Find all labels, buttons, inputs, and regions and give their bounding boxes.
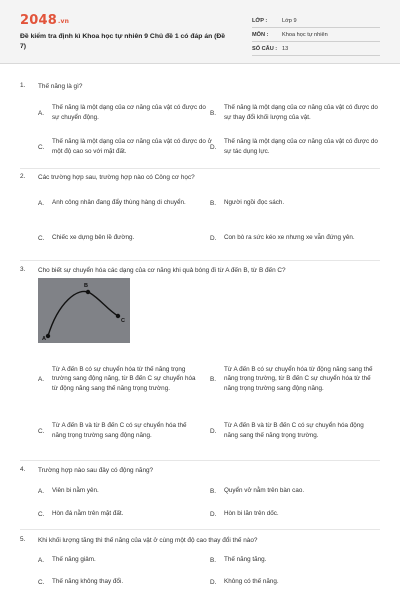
meta-value: 13 [282, 45, 289, 52]
option-text: Từ A đến B và từ B đến C có sự chuyển hóa động năng sang thế năng trọng trường. [224, 422, 364, 439]
option-letter: B. [210, 109, 217, 117]
question-1 [20, 82, 382, 162]
option-text: Thế năng là một dạng của cơ năng của vật có được do sự chuyển động. [52, 104, 206, 121]
option-letter: C. [38, 510, 45, 518]
point-c [116, 314, 120, 318]
option-d[interactable] [210, 134, 382, 160]
question-4 [20, 466, 382, 526]
header [0, 0, 400, 64]
option-a[interactable] [38, 100, 213, 126]
option-a[interactable] [38, 190, 213, 216]
option-letter: C. [38, 143, 45, 151]
divider [20, 460, 380, 461]
question-text: Trường hợp nào sau đây có động năng? [38, 467, 154, 474]
logo-text: 2048 [20, 13, 57, 28]
option-a[interactable] [38, 485, 213, 497]
option-letter: A. [38, 487, 45, 495]
question-3-option-b[interactable] [210, 358, 382, 400]
question-text: Khi khối lượng tăng thì thế năng của vật ở cùng một độ cao thay đổi thế nào? [38, 537, 258, 544]
meta-key: LỚP : [252, 17, 268, 24]
option-letter: B. [210, 199, 217, 207]
divider [20, 260, 380, 261]
option-text: Thế năng là một dạng của cơ năng của vật có được do sự tác dụng lực. [224, 138, 378, 155]
logo-suffix: .vn [57, 18, 70, 25]
question-number: 5. [20, 536, 26, 543]
option-b[interactable] [210, 554, 382, 566]
option-letter: B. [210, 556, 217, 564]
question-text: Các trường hợp sau, trường hợp nào có Công cơ học? [38, 174, 195, 181]
option-c[interactable] [38, 225, 213, 251]
divider [20, 529, 380, 530]
question-text: Cho biết sự chuyển hóa các dạng của cơ năng khi quả bóng đi từ A đến B, từ B đến C? [38, 267, 286, 274]
option-text: Hòn bi lăn trên dốc. [224, 510, 279, 518]
option-letter: B. [210, 375, 217, 383]
option-letter: D. [210, 578, 217, 586]
option-letter: C. [38, 427, 45, 435]
meta-key: SỐ CÂU : [252, 45, 278, 52]
divider [20, 168, 380, 169]
option-text: Thế năng tăng. [224, 556, 267, 564]
option-text: Quyển vở nằm trên bàn cao. [224, 487, 305, 495]
option-text: Từ A đến B và từ B đến C có sự chuyển hóa thế năng trọng trường sang động năng. [52, 422, 187, 439]
site-logo[interactable] [20, 13, 69, 28]
option-text: Hòn đá nằm trên mặt đất. [52, 510, 124, 518]
question-5 [20, 536, 382, 596]
question-3-option-d[interactable] [210, 413, 382, 449]
option-letter: A. [38, 109, 45, 117]
question-number: 3. [20, 266, 26, 273]
meta-key: MÔN : [252, 31, 269, 38]
option-text: Chiếc xe dựng bên lề đường. [52, 234, 135, 242]
exam-meta [252, 14, 380, 56]
option-text: Con bò ra sức kéo xe nhưng xe vẫn đứng yên. [224, 234, 355, 242]
option-letter: C. [38, 234, 45, 242]
option-letter: D. [210, 143, 217, 151]
meta-value: Khoa học tự nhiên [282, 31, 328, 38]
point-b [86, 290, 90, 294]
option-a[interactable] [38, 554, 213, 566]
question-3-option-c[interactable] [38, 413, 213, 449]
label-b: B [84, 283, 88, 289]
option-d[interactable] [210, 508, 382, 520]
option-b[interactable] [210, 100, 382, 126]
trajectory-figure [38, 278, 130, 343]
option-d[interactable] [210, 576, 382, 588]
option-text: Thế năng là một dạng của cơ năng của vật có được do sự thay đổi khối lượng của vật. [224, 104, 378, 121]
option-c[interactable] [38, 576, 213, 588]
option-c[interactable] [38, 134, 213, 160]
point-a [46, 334, 50, 338]
ball-trajectory-image [38, 278, 130, 343]
question-number: 1. [20, 82, 26, 89]
option-text: Viên bi nằm yên. [52, 487, 99, 495]
label-a: A [42, 336, 46, 342]
question-3-option-a[interactable] [38, 358, 213, 400]
option-text: Từ A đến B có sự chuyển hóa từ động năng sang thế năng trọng trường, từ B đến C sự chuyển hóa từ thế năng trọng trường sang động năng. [224, 365, 373, 392]
option-b[interactable] [210, 485, 382, 497]
option-letter: D. [210, 510, 217, 518]
option-text: Không có thế năng. [224, 578, 279, 586]
option-c[interactable] [38, 508, 213, 520]
option-text: Thế năng là một dạng của cơ năng của vật có được do ở một độ cao so với mặt đất. [52, 138, 212, 155]
option-text: Thế năng giảm. [52, 556, 96, 564]
option-d[interactable] [210, 225, 382, 251]
option-letter: A. [38, 375, 45, 383]
option-letter: C. [38, 578, 45, 586]
option-text: Thế năng không thay đổi. [52, 578, 124, 586]
meta-row-count [252, 42, 380, 56]
option-letter: B. [210, 487, 217, 495]
option-b[interactable] [210, 190, 382, 216]
label-c: C [121, 318, 125, 324]
question-2 [20, 173, 382, 253]
meta-value: Lớp 9 [282, 17, 297, 24]
option-letter: D. [210, 427, 217, 435]
meta-row-class [252, 14, 380, 28]
meta-row-subject [252, 28, 380, 42]
option-letter: A. [38, 199, 45, 207]
question-text: Thế năng là gì? [38, 83, 83, 90]
question-number: 4. [20, 466, 26, 473]
page-title: Đề kiểm tra định kì Khoa học tự nhiên 9 Chủ đề 1 có đáp án (Đề 7) [20, 33, 226, 50]
option-letter: D. [210, 234, 217, 242]
option-text: Từ A đến B có sự chuyển hóa từ thế năng trọng trường sang động năng, từ B đến C sự chuyển hóa từ động năng sang thế năng trọng trường. [52, 365, 196, 392]
option-text: Người ngồi đọc sách. [224, 199, 285, 207]
option-text: Anh công nhân đang đẩy thùng hàng di chuyển. [52, 199, 186, 207]
question-number: 2. [20, 173, 26, 180]
option-letter: A. [38, 556, 45, 564]
